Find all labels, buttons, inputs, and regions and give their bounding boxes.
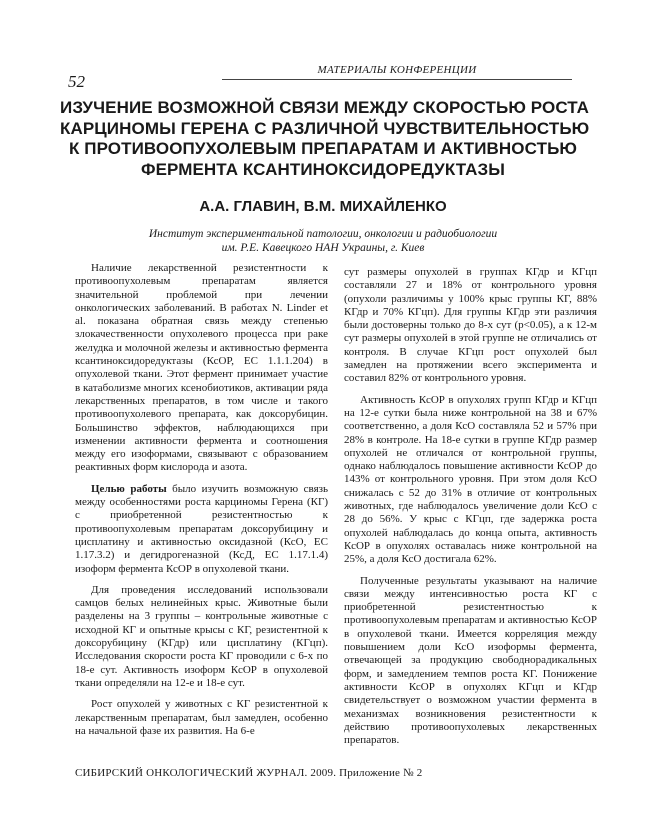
right-column (344, 266, 597, 755)
page-number: 52 (68, 72, 85, 91)
running-title: МАТЕРИАЛЫ КОНФЕРЕНЦИИ (317, 64, 477, 76)
affiliation-line: им. Р.Е. Кавецкого НАН Украины, г. Киев (221, 241, 425, 254)
aim-text: было изучить возможную связь между особенностями роста карциномы Герена (КГ) с приобретенной резистентностью к противоопухолевым препаратам доксорубицину и цисплатину и активностью оксидазной (КсО, ЕС 1.17.3.2) и дегидрогеназной (КсД, ЕС 1.17.1.4) изоформ фермента КсОР в опухолевой ткани. (75, 482, 328, 575)
affiliation-line: Институт экспериментальной патологии, онкологии и радиобиологии (148, 228, 498, 240)
journal-footer: СИБИРСКИЙ ОНКОЛОГИЧЕСКИЙ ЖУРНАЛ. 2009. Приложение № 2 (75, 767, 423, 779)
paragraph: Для проведения исследований использовали самцов белых нелинейных крыс. Животные были разделены на 3 группы – контрольные животные с исходной КГ и опытные крысы с КГ, резистентной к доксорубицину (КГдр) или цисплатину (КГцп). Исследования скорости роста КГ проводили с 6-х по 18-е сут. Активность изоформ КсОР в опухолевой ткани определяли на 12-е и 18-е сут. (75, 583, 328, 689)
title-line: ИЗУЧЕНИЕ ВОЗМОЖНОЙ СВЯЗИ МЕЖДУ СКОРОСТЬЮ РОСТА (60, 98, 590, 117)
paragraph: Наличие лекарственной резистентности к противоопухолевым препаратам является значительной проблемой при лечении онкологических заболеваний. В работах N. Linder et al. показана обратная связь между степенью злокачественности опухолевого процесса при раке желудка и молочной железы и активностью фермента ксантиноксидоредуктазы (КсОР, ЕС 1.1.1.204) в опухолевой ткани. Этот фермент принимает участие в катаболизме многих ксенобиотиков, активации ряда лекарственных препаратов, в том числе и такого противоопухолевого препарата, как доксорубицин. Большинство эффектов, наблюдающихся при изменении активности фермента и соотношения между его изоформами, связывают с образованием реактивных форм кислорода и азота. (75, 262, 328, 474)
title-line: КАРЦИНОМЫ ГЕРЕНА С РАЗЛИЧНОЙ ЧУВСТВИТЕЛЬНОСТЬЮ (60, 118, 590, 138)
paragraph: Полученные результаты указывают на наличие связи между интенсивностью роста КГ с приобретенной резистентностью к противоопухолевым препаратам и активностью КсОР в опухолевой ткани. Имеется корреляция между повышением доли КсО изоформы фермента, отвечающей за продукцию свободнорадикальных форм, и замедлением темпов роста КГ. Понижение активности КсОР в опухолях КГцп и КГдр свидетельствует о возможном участии фермента в механизмах возникновения резистентности к действию противоопухолевых лекарственных препаратов. (344, 574, 597, 747)
authors: А.А. ГЛАВИН, В.М. МИХАЙЛЕНКО (199, 198, 447, 215)
aim-lead: Целью работы (91, 482, 167, 495)
affiliation (60, 228, 586, 255)
paragraph-aim (75, 483, 328, 576)
title-line: ФЕРМЕНТА КСАНТИНОКСИДОРЕДУКТАЗЫ (140, 159, 506, 179)
paragraph: Рост опухолей у животных с КГ резистентной к лекарственным препаратам, был замедлен, особенно на начальной фазе их развития. На 6-е (75, 698, 328, 737)
article-title (60, 98, 590, 180)
paragraph: Активность КсОР в опухолях групп КГдр и КГцп на 12-е сутки была ниже контрольной на 38 и 67% соответственно, а доля КсО составляла 52 и 57% при 28% в контроле. На 18-е сутки в группе КГдр размер опухолей не отличался от контрольной группы, однако наблюдалось повышение активности КсОР до 143% от контрольного уровня. При этом доля КсО снижалась с 52 до 31% в отличие от контрольных животных, где наблюдалось увеличение доли КсО с 28 до 56%. У крыс с КГцп, где задержка роста опухолей наблюдалась до конца опыта, активность КсОР в опухолях оставалась ниже контрольной на 25%, а доля КсО достигала 62%. (344, 393, 597, 566)
header-rule (222, 79, 572, 80)
paragraph: сут размеры опухолей в группах КГдр и КГцп составляли 27 и 18% от контрольного уровня (опухоли различимы у 100% крыс группы КГ, 88% КГдр и 70% КГцп). Для группы КГдр эти различия были достоверны только до 8-х сут (р<0.05), а к 12-м сут размеры опухолей в этой группе не отличались от контроля. В случае КГцп рост опухолей был замедлен на протяжении всего эксперимента и составил 82% от контрольного уровня. (344, 266, 597, 385)
title-line: К ПРОТИВООПУХОЛЕВЫМ ПРЕПАРАТАМ И АКТИВНОСТЬЮ (68, 139, 578, 158)
left-column (75, 262, 328, 746)
